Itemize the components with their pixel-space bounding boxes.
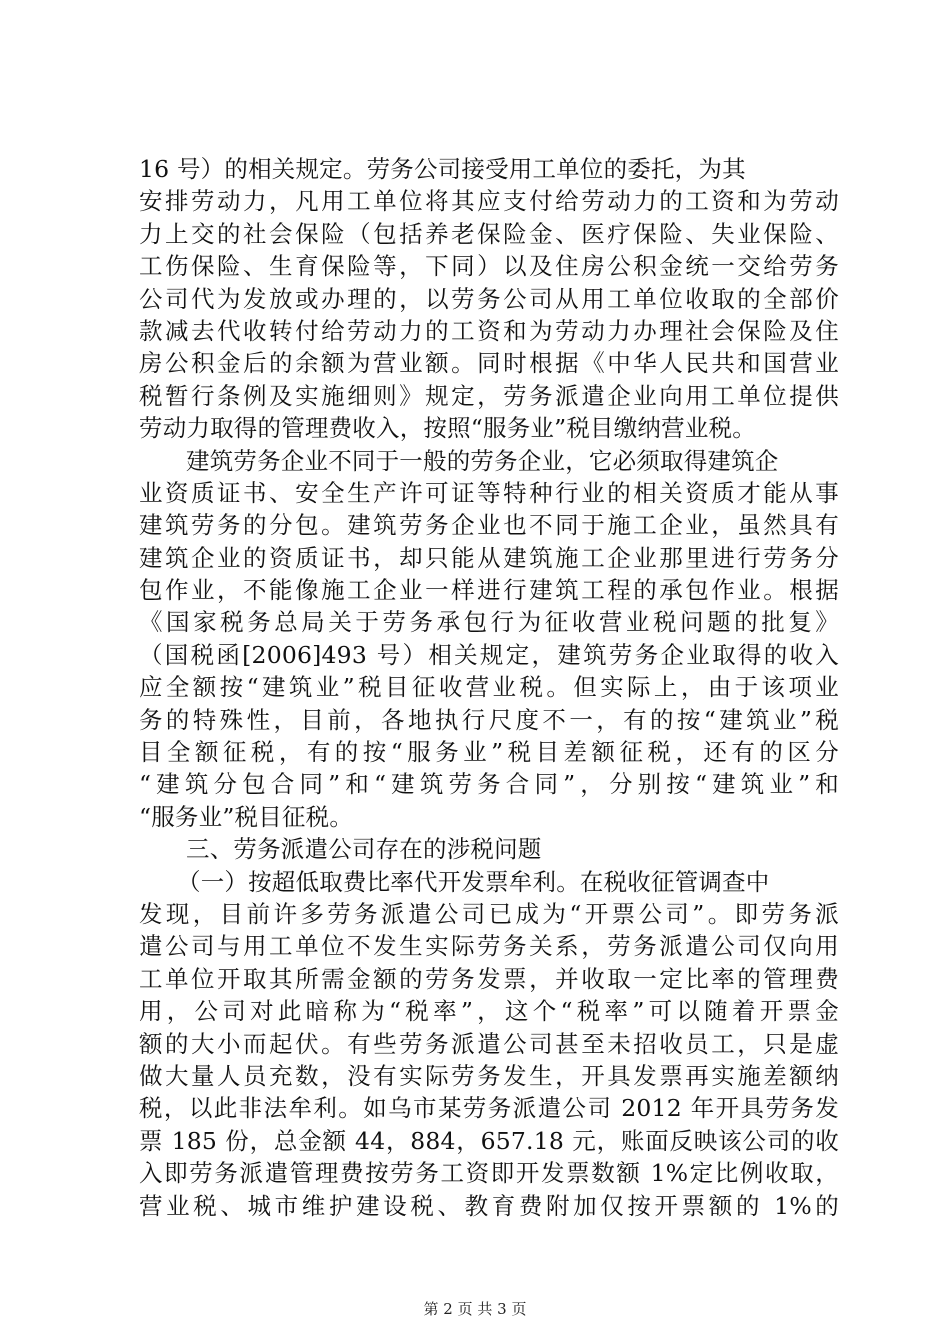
text-line: 务的特殊性，目前，各地执行尺度不一，有的按“建筑业”税: [139, 705, 839, 734]
page-number-label: 第 2 页 共 3 页: [423, 1300, 527, 1318]
text-line: 劳动力取得的管理费收入，按照“服务业”税目缴纳营业税。: [139, 414, 756, 443]
text-line: 业资质证书、安全生产许可证等特种行业的相关资质才能从事: [139, 478, 839, 507]
text-line: 款减去代收转付给劳动力的工资和为劳动力办理社会保险及住: [139, 316, 839, 345]
text-line: 做大量人员充数，没有实际劳务发生，开具发票再实施差额纳: [139, 1061, 839, 1090]
text-line: 发现，目前许多劳务派遣公司已成为“开票公司”。即劳务派: [139, 899, 839, 928]
text-line: 工单位开取其所需金额的劳务发票，并收取一定比率的管理费: [139, 964, 839, 993]
text-line: 营业税、城市维护建设税、教育费附加仅按开票额的 1%的: [139, 1191, 839, 1220]
text-line: 入即劳务派遣管理费按劳务工资即开发票数额 1%定比例收取，: [139, 1159, 839, 1188]
text-line: 额的大小而起伏。有些劳务派遣公司甚至未招收员工，只是虚: [139, 1029, 839, 1058]
text-line: 工伤保险、生育保险等，下同）以及住房公积金统一交给劳务: [139, 252, 839, 281]
paragraph-start-line: 建筑劳务企业不同于一般的劳务企业，它必须取得建筑企: [186, 446, 779, 475]
text-line: 遣公司与用工单位不发生实际劳务关系，劳务派遣公司仅向用: [139, 932, 839, 961]
paragraph-start-line: （一）按超低取费比率代开发票牟利。在税收征管调查中: [177, 867, 770, 896]
text-line: 安排劳动力，凡用工单位将其应支付给劳动力的工资和为劳动: [139, 187, 839, 216]
text-line: 目全额征税，有的按“服务业”税目差额征税，还有的区分: [139, 738, 839, 767]
text-line: 16 号）的相关规定。劳务公司接受用工单位的委托，为其: [139, 155, 746, 183]
text-line: 税，以此非法牟利。如乌市某劳务派遣公司 2012 年开具劳务发: [139, 1094, 839, 1123]
text-line: （国税函[2006]493 号）相关规定，建筑劳务企业取得的收入: [139, 640, 839, 669]
text-line: 建筑企业的资质证书，却只能从建筑施工企业那里进行劳务分: [139, 543, 839, 572]
body-text: [139, 153, 839, 1222]
text-line: 应全额按“建筑业”税目征收营业税。但实际上，由于该项业: [139, 673, 839, 702]
text-line: “建筑分包合同”和“建筑劳务合同”，分别按“建筑业”和: [139, 770, 839, 799]
text-line: 建筑劳务的分包。建筑劳务企业也不同于施工企业，虽然具有: [139, 511, 839, 540]
text-line: 包作业，不能像施工企业一样进行建筑工程的承包作业。根据: [139, 576, 839, 605]
page-footer: [0, 1298, 950, 1319]
text-line: 公司代为发放或办理的，以劳务公司从用工单位收取的全部价: [139, 284, 839, 313]
text-line: 房公积金后的余额为营业额。同时根据《中华人民共和国营业: [139, 349, 839, 378]
text-line: 《国家税务总局关于劳务承包行为征收营业税问题的批复》: [139, 608, 839, 637]
text-line: 力上交的社会保险（包括养老保险金、医疗保险、失业保险、: [139, 219, 839, 248]
text-line: 用，公司对此暗称为“税率”，这个“税率”可以随着开票金: [139, 997, 839, 1026]
section-heading: 三、劳务派遣公司存在的涉税问题: [186, 835, 542, 864]
text-line: 税暂行条例及实施细则》规定，劳务派遣企业向用工单位提供: [139, 381, 839, 410]
text-line: “服务业”税目征税。: [139, 802, 354, 831]
text-line: 票 185 份，总金额 44，884，657.18 元，账面反映该公司的收: [139, 1126, 839, 1155]
